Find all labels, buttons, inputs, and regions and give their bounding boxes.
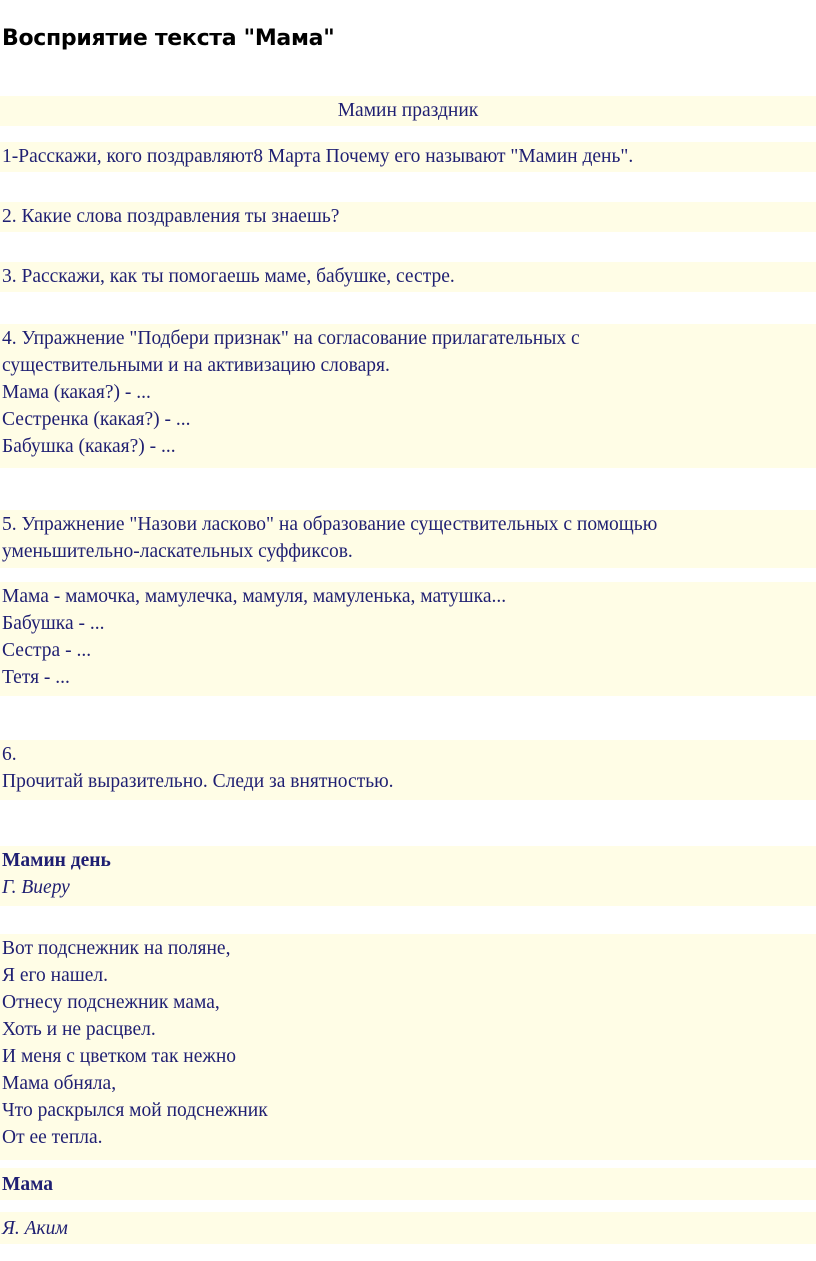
section-title: Мамин праздник [337, 100, 479, 121]
question-1: 1-Расскажи, кого поздравляют8 Марта Почему его называют "Мамин день". [2, 146, 634, 167]
poem-author: Я. Аким [2, 1218, 68, 1239]
list-item: Мама (какая?) - ... [2, 382, 151, 403]
question-5-line-1: 5. Упражнение "Назови ласково" на образование существительных с помощью [2, 514, 658, 535]
poem-line: Хоть и не расцвел. [2, 1019, 156, 1040]
poem-line: От ее тепла. [2, 1127, 103, 1148]
list-item: Тетя - ... [2, 667, 70, 688]
list-item: Мама - мамочка, мамулечка, мамуля, мамуленька, матушка... [2, 586, 507, 607]
list-item: Бабушка - ... [2, 613, 105, 634]
question-4-line-1: 4. Упражнение "Подбери признак" на согласование прилагательных с [2, 328, 580, 349]
list-item: Сестра - ... [2, 640, 92, 661]
question-2: 2. Какие слова поздравления ты знаешь? [2, 206, 340, 227]
page-title: Восприятие текста "Мама" [2, 26, 335, 51]
question-6-text: Прочитай выразительно. Следи за внятностью. [2, 771, 394, 792]
poem-author: Г. Виеру [2, 877, 70, 898]
question-5-line-2: уменьшительно-ласкательных суффиксов. [2, 541, 353, 562]
poem-line: Вот подснежник на поляне, [2, 938, 231, 959]
poem-line: Я его нашел. [2, 965, 109, 986]
list-item: Сестренка (какая?) - ... [2, 409, 191, 430]
poem-line: Что раскрылся мой подснежник [2, 1100, 268, 1121]
question-4-line-2: существительными и на активизацию словаря. [2, 355, 390, 376]
question-6-number: 6. [2, 744, 17, 765]
question-3: 3. Расскажи, как ты помогаешь маме, бабушке, сестре. [2, 266, 455, 287]
poem-title: Мамин день [2, 850, 111, 871]
poem-line: И меня с цветком так нежно [2, 1046, 237, 1067]
list-item: Бабушка (какая?) - ... [2, 436, 176, 457]
poem-line: Отнесу подснежник мама, [2, 992, 220, 1013]
poem-line: Мама обняла, [2, 1073, 117, 1094]
poem-title: Мама [2, 1174, 54, 1195]
